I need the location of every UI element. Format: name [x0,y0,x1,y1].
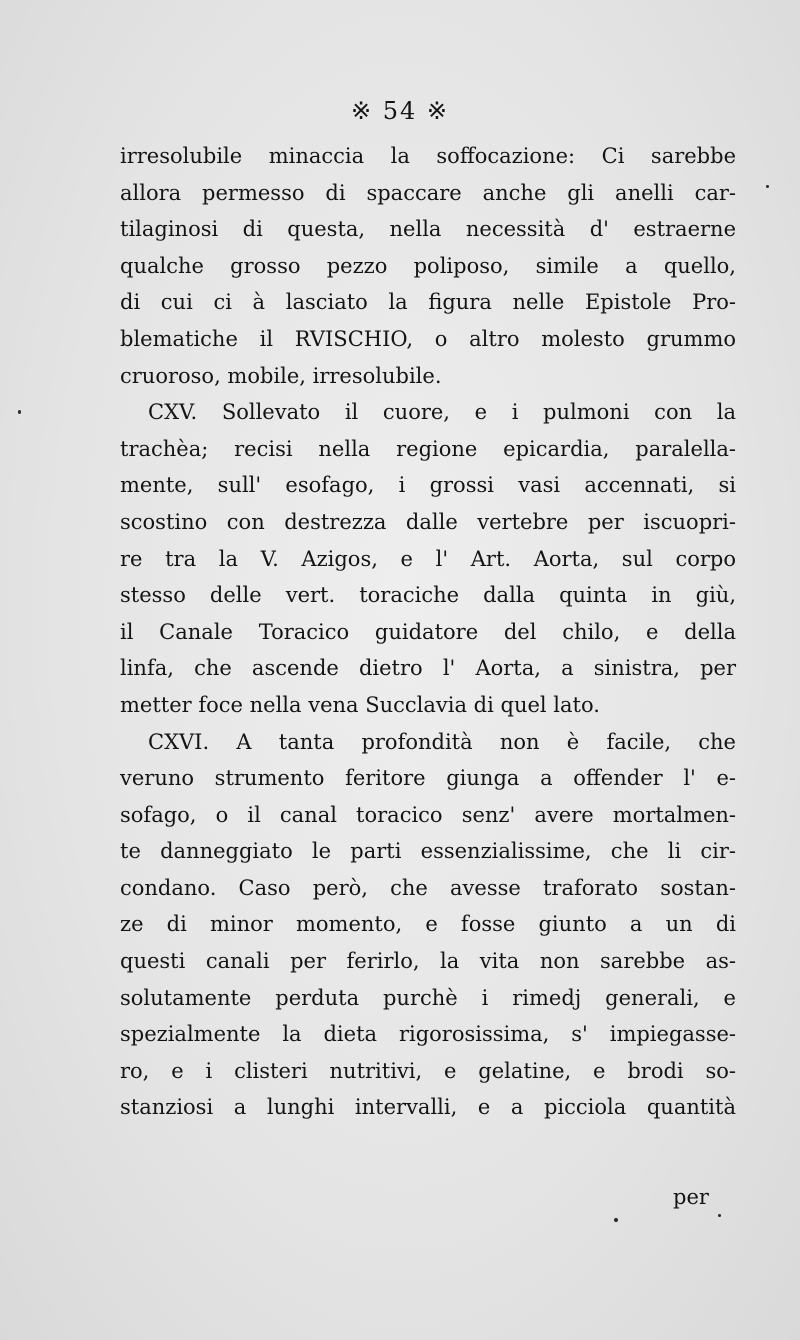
text-line: questi canali per ferirlo, la vita non sarebbe as- [120,949,736,974]
text-line: scostino con destrezza dalle vertebre per iscuopri- [120,509,736,534]
text-line: ze di minor momento, e fosse giunto a un di [120,912,736,937]
text-line: di cui ci à lasciato la figura nelle Epistole Pro- [120,290,736,315]
text-line: mente, sull' esofago, i grossi vasi accennati, si [120,473,736,498]
text-line: qualche grosso pezzo poliposo, simile a quello, [120,253,736,278]
text-line: stesso delle vert. toraciche dalla quinta in giù, [120,583,736,608]
text-line: irresolubile minaccia la soffocazione: Ci sarebbe [120,144,736,168]
text-line: blematiche il RVISCHIO, o altro molesto grummo [120,326,736,351]
ink-speck [766,185,769,188]
catchword: per [673,1185,709,1209]
text-line: ro, e i clisteri nutritivi, e gelatine, e brodi so- [120,1058,736,1083]
text-line: te danneggiato le parti essenzialissime, che li cir- [120,839,736,864]
text-line: il Canale Toracico guidatore del chilo, e della [120,619,736,644]
text-line: solutamente perduta purchè i rimedj generali, e [120,985,736,1010]
paragraph-start-line: CXV. Sollevato il cuore, e i pulmoni con la [148,400,736,425]
ink-speck [718,1214,721,1217]
text-line: stanziosi a lunghi intervalli, e a picciola quantità [120,1095,736,1120]
text-line: sofago, o il canal toracico senz' avere mortalmen- [120,802,736,827]
text-line: tilaginosi di questa, nella necessità d' estraerne [120,217,736,242]
ink-speck [18,410,21,414]
text-line: condano. Caso però, che avesse traforato sostan- [120,875,736,900]
body-text [120,138,736,1126]
paragraph-start-line: CXVI. A tanta profondità non è facile, che [148,729,736,754]
text-line: trachèa; recisi nella regione epicardia, paralella- [120,436,736,461]
text-line: metter foce nella vena Succlavia di quel lato. [120,692,600,717]
page-number-header: ※ 54 ※ [350,97,449,125]
text-line: cruoroso, mobile, irresolubile. [120,363,442,388]
text-line: linfa, che ascende dietro l' Aorta, a sinistra, per [120,656,736,681]
ink-speck [614,1218,618,1222]
text-line: spezialmente la dieta rigorosissima, s' impiegasse- [120,1022,736,1047]
text-line: allora permesso di spaccare anche gli anelli car- [120,180,736,205]
text-line: re tra la V. Azigos, e l' Art. Aorta, sul corpo [120,546,736,571]
text-line: veruno strumento feritore giunga a offender l' e- [120,766,736,791]
